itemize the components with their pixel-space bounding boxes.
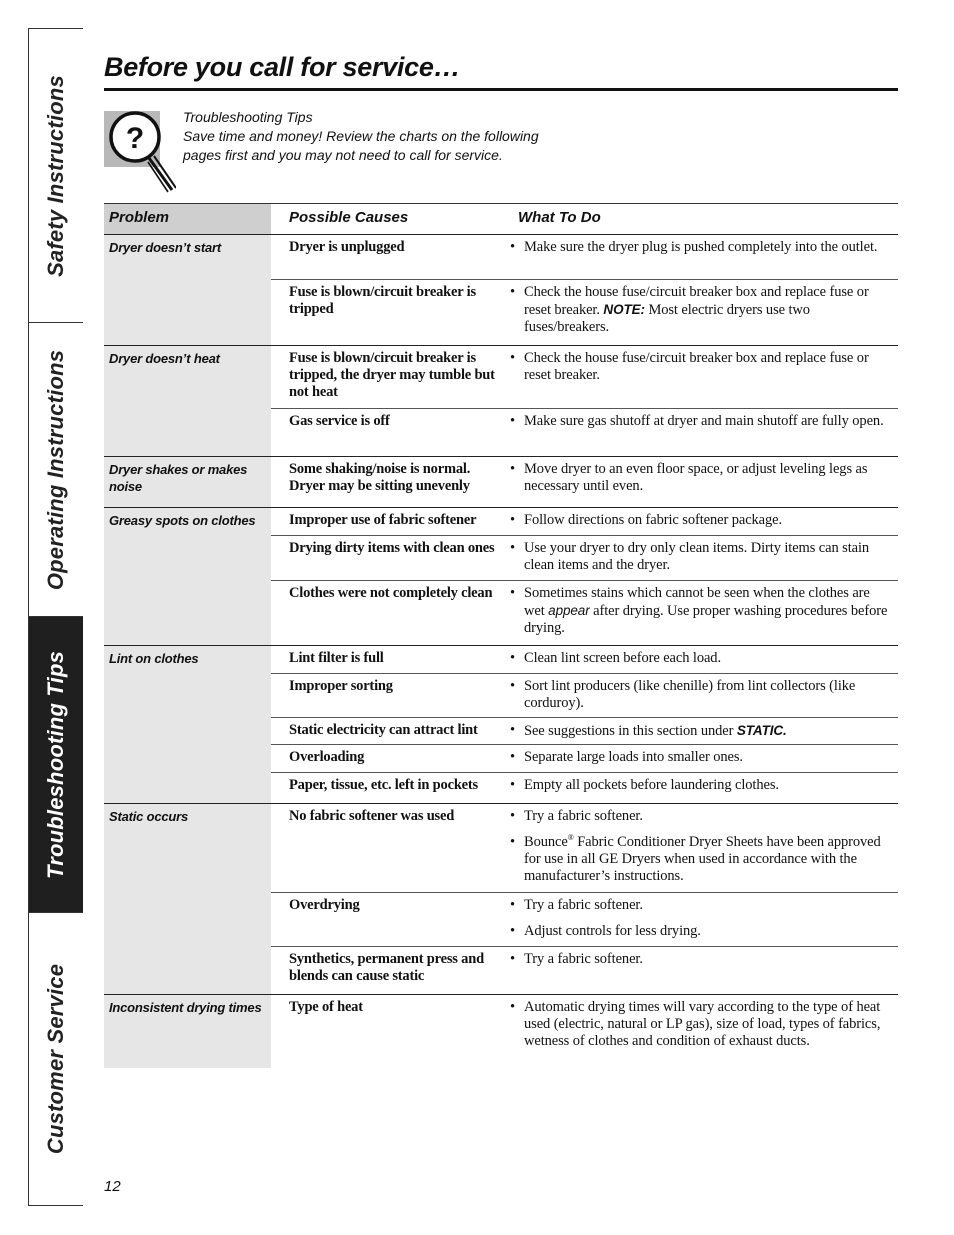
cause-cell: Some shaking/noise is normal. Dryer may be sitting unevenly: [289, 461, 471, 494]
todo-item: • Separate large loads into smaller ones.: [500, 749, 892, 766]
todo-item: • Try a fabric softener.: [500, 951, 892, 968]
table-row: [271, 745, 898, 773]
todo-item: • Automatic drying times will vary according to the type of heat used (electric, natural or LP gas), size of load, types of fabrics, wetness of clothes and condition of exhaust ducts.: [500, 999, 892, 1050]
table-row: [271, 646, 898, 674]
intro-text: [183, 108, 583, 165]
cause-cell: Lint filter is full: [289, 650, 384, 666]
todo-item: • Follow directions on fabric softener package.: [500, 512, 892, 529]
problem-cell: Static occurs: [104, 804, 271, 994]
problem-cell: Dryer doesn’t start: [104, 235, 271, 345]
intro-line: pages first and you may not need to call for service.: [183, 147, 503, 163]
todo-item: • Try a fabric softener.: [500, 808, 892, 825]
cause-cell: Static electricity can attract lint: [289, 722, 478, 738]
page-number: 12: [104, 1178, 121, 1195]
table-group: [104, 457, 898, 508]
table-group: [104, 508, 898, 646]
table-group: [104, 235, 898, 346]
todo-item: • Use your dryer to dry only clean items. Dirty items can stain clean items and the dryer.: [500, 540, 892, 574]
cause-cell: Type of heat: [289, 999, 363, 1015]
side-tab-label: Safety Instructions: [43, 74, 68, 277]
todo-item: • Check the house fuse/circuit breaker box and replace fuse or reset breaker.: [500, 350, 892, 384]
problem-cell: Lint on clothes: [104, 646, 271, 803]
todo-item: • Move dryer to an even floor space, or adjust leveling legs as necessary until even.: [500, 461, 892, 495]
todo-item: • Bounce® Fabric Conditioner Dryer Sheets have been approved for use in all GE Dryers when used in accordance with the manufacturer’s instructions.: [500, 834, 892, 885]
cause-cell: Overdrying: [289, 897, 360, 913]
table-row: [271, 280, 898, 342]
intro-heading: Troubleshooting Tips: [183, 109, 313, 125]
table-row: [271, 346, 898, 409]
table-row: [271, 947, 898, 991]
side-tab-label: Customer Service: [43, 963, 69, 1155]
table-row: [271, 995, 898, 1056]
table-row: [271, 773, 898, 800]
cause-cell: Fuse is blown/circuit breaker is tripped: [289, 284, 476, 317]
todo-item: • Adjust controls for less drying.: [500, 923, 892, 940]
problem-cell: Dryer shakes or makes noise: [104, 457, 271, 507]
page-title: Before you call for service…: [104, 52, 461, 82]
table-row: [271, 893, 898, 947]
cause-cell: Paper, tissue, etc. left in pockets: [289, 777, 478, 793]
cause-cell: Dryer is unplugged: [289, 239, 405, 255]
header-problem: Problem: [104, 204, 271, 234]
table-row: [271, 674, 898, 718]
table-group: [104, 995, 898, 1068]
header-possible-causes: Possible Causes: [289, 209, 409, 226]
table-row: [271, 235, 898, 280]
table-group: [104, 646, 898, 804]
table-row: [271, 508, 898, 536]
question-magnifier-icon: [104, 108, 176, 194]
table-group: [104, 346, 898, 457]
todo-item: • Sort lint producers (like chenille) from lint collectors (like corduroy).: [500, 678, 892, 712]
table-row: [271, 409, 898, 436]
cause-cell: Improper use of fabric softener: [289, 512, 477, 528]
intro-line: Save time and money! Review the charts on the following: [183, 128, 539, 144]
side-tab-operating-instructions[interactable]: [29, 323, 83, 617]
table-group: [104, 804, 898, 995]
side-tab-customer-service[interactable]: [29, 913, 83, 1205]
cause-cell: Synthetics, permanent press and blends can cause static: [289, 951, 484, 984]
cause-cell: Drying dirty items with clean ones: [289, 540, 495, 556]
table-row: [271, 581, 898, 643]
troubleshooting-table: [104, 203, 898, 1068]
svg-text:?: ?: [125, 122, 145, 155]
cause-cell: Clothes were not completely clean: [289, 585, 493, 601]
problem-cell: Greasy spots on clothes: [104, 508, 271, 645]
table-row: [271, 804, 898, 893]
table-row: [271, 536, 898, 581]
table-header: [104, 203, 898, 235]
side-tab-safety-instructions[interactable]: [29, 29, 83, 323]
cause-cell: Fuse is blown/circuit breaker is tripped, the dryer may tumble but not heat: [289, 350, 495, 400]
title-rule: [104, 88, 898, 91]
static-reference: STATIC.: [736, 723, 787, 738]
note-label: NOTE:: [603, 302, 645, 317]
problem-cell: Dryer doesn’t heat: [104, 346, 271, 456]
header-what-to-do: What To Do: [518, 209, 601, 226]
cause-cell: No fabric softener was used: [289, 808, 455, 824]
side-tab-troubleshooting-tips[interactable]: [29, 617, 83, 913]
cause-cell: Overloading: [289, 749, 365, 765]
cause-cell: Improper sorting: [289, 678, 393, 694]
todo-item: • Empty all pockets before laundering clothes.: [500, 777, 892, 794]
todo-item: • Make sure the dryer plug is pushed completely into the outlet.: [500, 239, 892, 256]
todo-item: • Clean lint screen before each load.: [500, 650, 892, 667]
side-tab-label: Troubleshooting Tips: [43, 650, 69, 879]
problem-cell: Inconsistent drying times: [104, 995, 271, 1068]
table-row: [271, 457, 898, 501]
todo-item: • Sometimes stains which cannot be seen when the clothes are wet appear after drying. Use proper washing procedures before drying.: [500, 585, 892, 637]
table-row: [271, 718, 898, 745]
todo-item: • Check the house fuse/circuit breaker box and replace fuse or reset breaker. NOTE: Most electric dryers use two fuses/breakers.: [500, 284, 892, 336]
todo-item: • See suggestions in this section under STATIC.: [500, 722, 892, 740]
todo-item: • Make sure gas shutoff at dryer and main shutoff are fully open.: [500, 413, 892, 430]
side-tabs: [28, 28, 83, 1206]
side-tab-label: Operating Instructions: [43, 349, 68, 590]
cause-cell: Gas service is off: [289, 413, 390, 429]
todo-item: • Try a fabric softener.: [500, 897, 892, 914]
